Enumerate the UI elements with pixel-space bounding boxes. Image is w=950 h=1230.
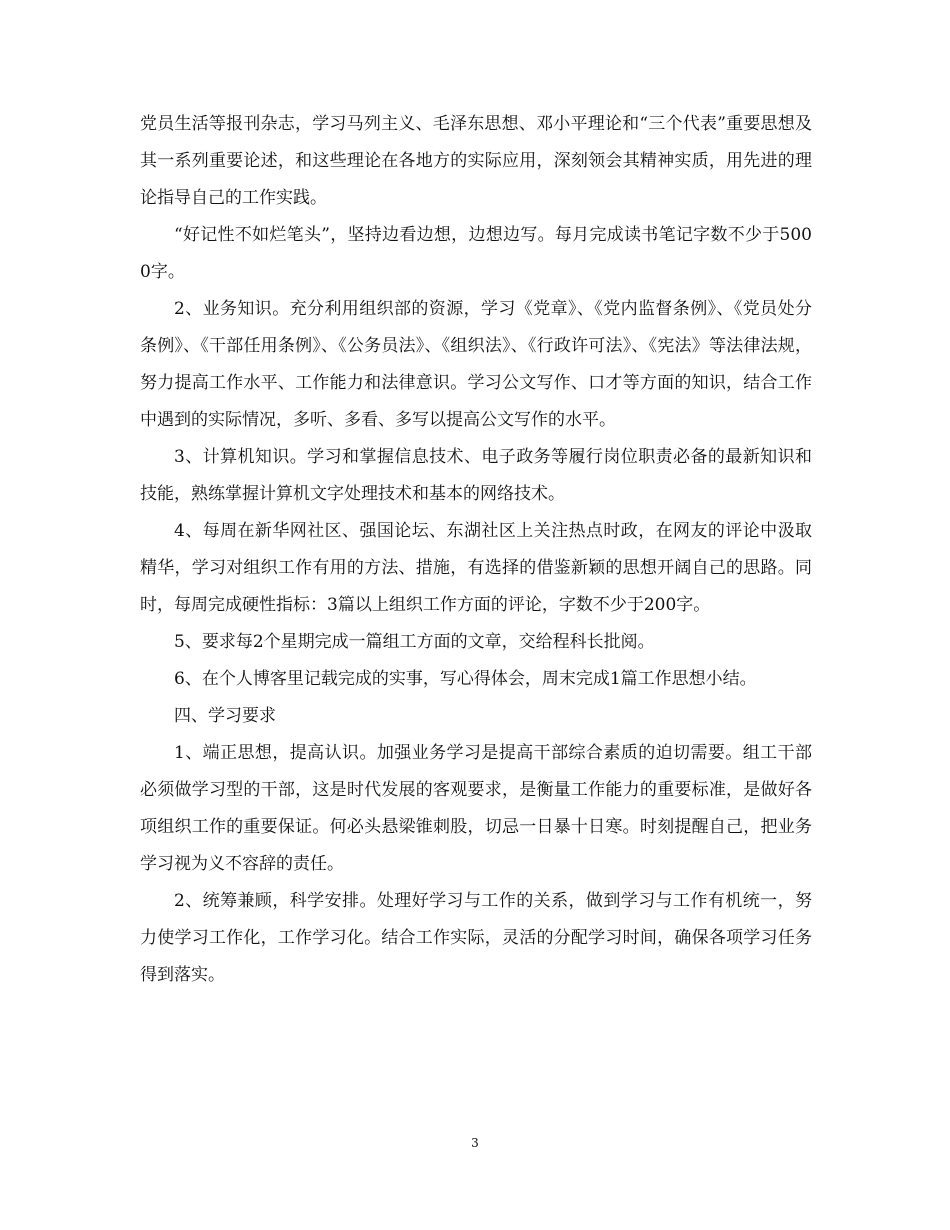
page-number: 3 bbox=[471, 1136, 479, 1150]
paragraph-biweekly-article: 5、要求每2个星期完成一篇组工方面的文章，交给程科长批阅。 bbox=[174, 632, 655, 652]
paragraph-theory-study: 党员生活等报刊杂志，学习马列主义、毛泽东思想、邓小平理论和“三个代表”重要思想及其一系列重要论述，和这些理论在各地方的实际应用，深刻领会其精神实质，用先进的理论指导自己的工作实践。 bbox=[140, 114, 812, 208]
paragraph-correct-thinking: 1、端正思想，提高认识。加强业务学习是提高干部综合素质的迫切需要。组工干部必须做学习型的干部，这是时代发展的客观要求，是衡量工作能力的重要标准，是做好各项组织工作的重要保证。何必头悬梁锥刺股，切忌一日暴十日寒。时刻提醒自己，把业务学习视为义不容辞的责任。 bbox=[140, 743, 812, 874]
paragraph-weekly-forums: 4、每周在新华网社区、强国论坛、东湖社区上关注热点时政，在网友的评论中汲取精华，学习对组织工作有用的方法、措施，有选择的借鉴新颖的思想开阔自己的思路。同时，每周完成硬性指标：3篇以上组织工作方面的评论，字数不少于200字。 bbox=[140, 521, 812, 615]
paragraph-personal-blog: 6、在个人博客里记载完成的实事，写心得体会，周末完成1篇工作思想小结。 bbox=[174, 669, 757, 689]
paragraph-reading-notes: “好记性不如烂笔头”，坚持边看边想，边想边写。每月完成读书笔记字数不少于5000字。 bbox=[140, 225, 812, 282]
paragraph-overall-planning: 2、统筹兼顾，科学安排。处理好学习与工作的关系，做到学习与工作有机统一，努力使学习工作化，工作学习化。结合工作实际，灵活的分配学习时间，确保各项学习任务得到落实。 bbox=[140, 891, 812, 985]
paragraph-computer-knowledge: 3、计算机知识。学习和掌握信息技术、电子政务等履行岗位职责必备的最新知识和技能，熟练掌握计算机文字处理技术和基本的网络技术。 bbox=[140, 447, 812, 504]
section-heading-study-requirements: 四、学习要求 bbox=[174, 706, 276, 726]
page-body bbox=[140, 106, 812, 994]
paragraph-business-knowledge: 2、业务知识。充分利用组织部的资源，学习《党章》、《党内监督条例》、《党员处分条例》、《干部任用条例》、《公务员法》、《组织法》、《行政许可法》、《宪法》等法律法规，努力提高工作水平、工作能力和法律意识。学习公文写作、口才等方面的知识，结合工作中遇到的实际情况，多听、多看、多写以提高公文写作的水平。 bbox=[140, 299, 812, 430]
